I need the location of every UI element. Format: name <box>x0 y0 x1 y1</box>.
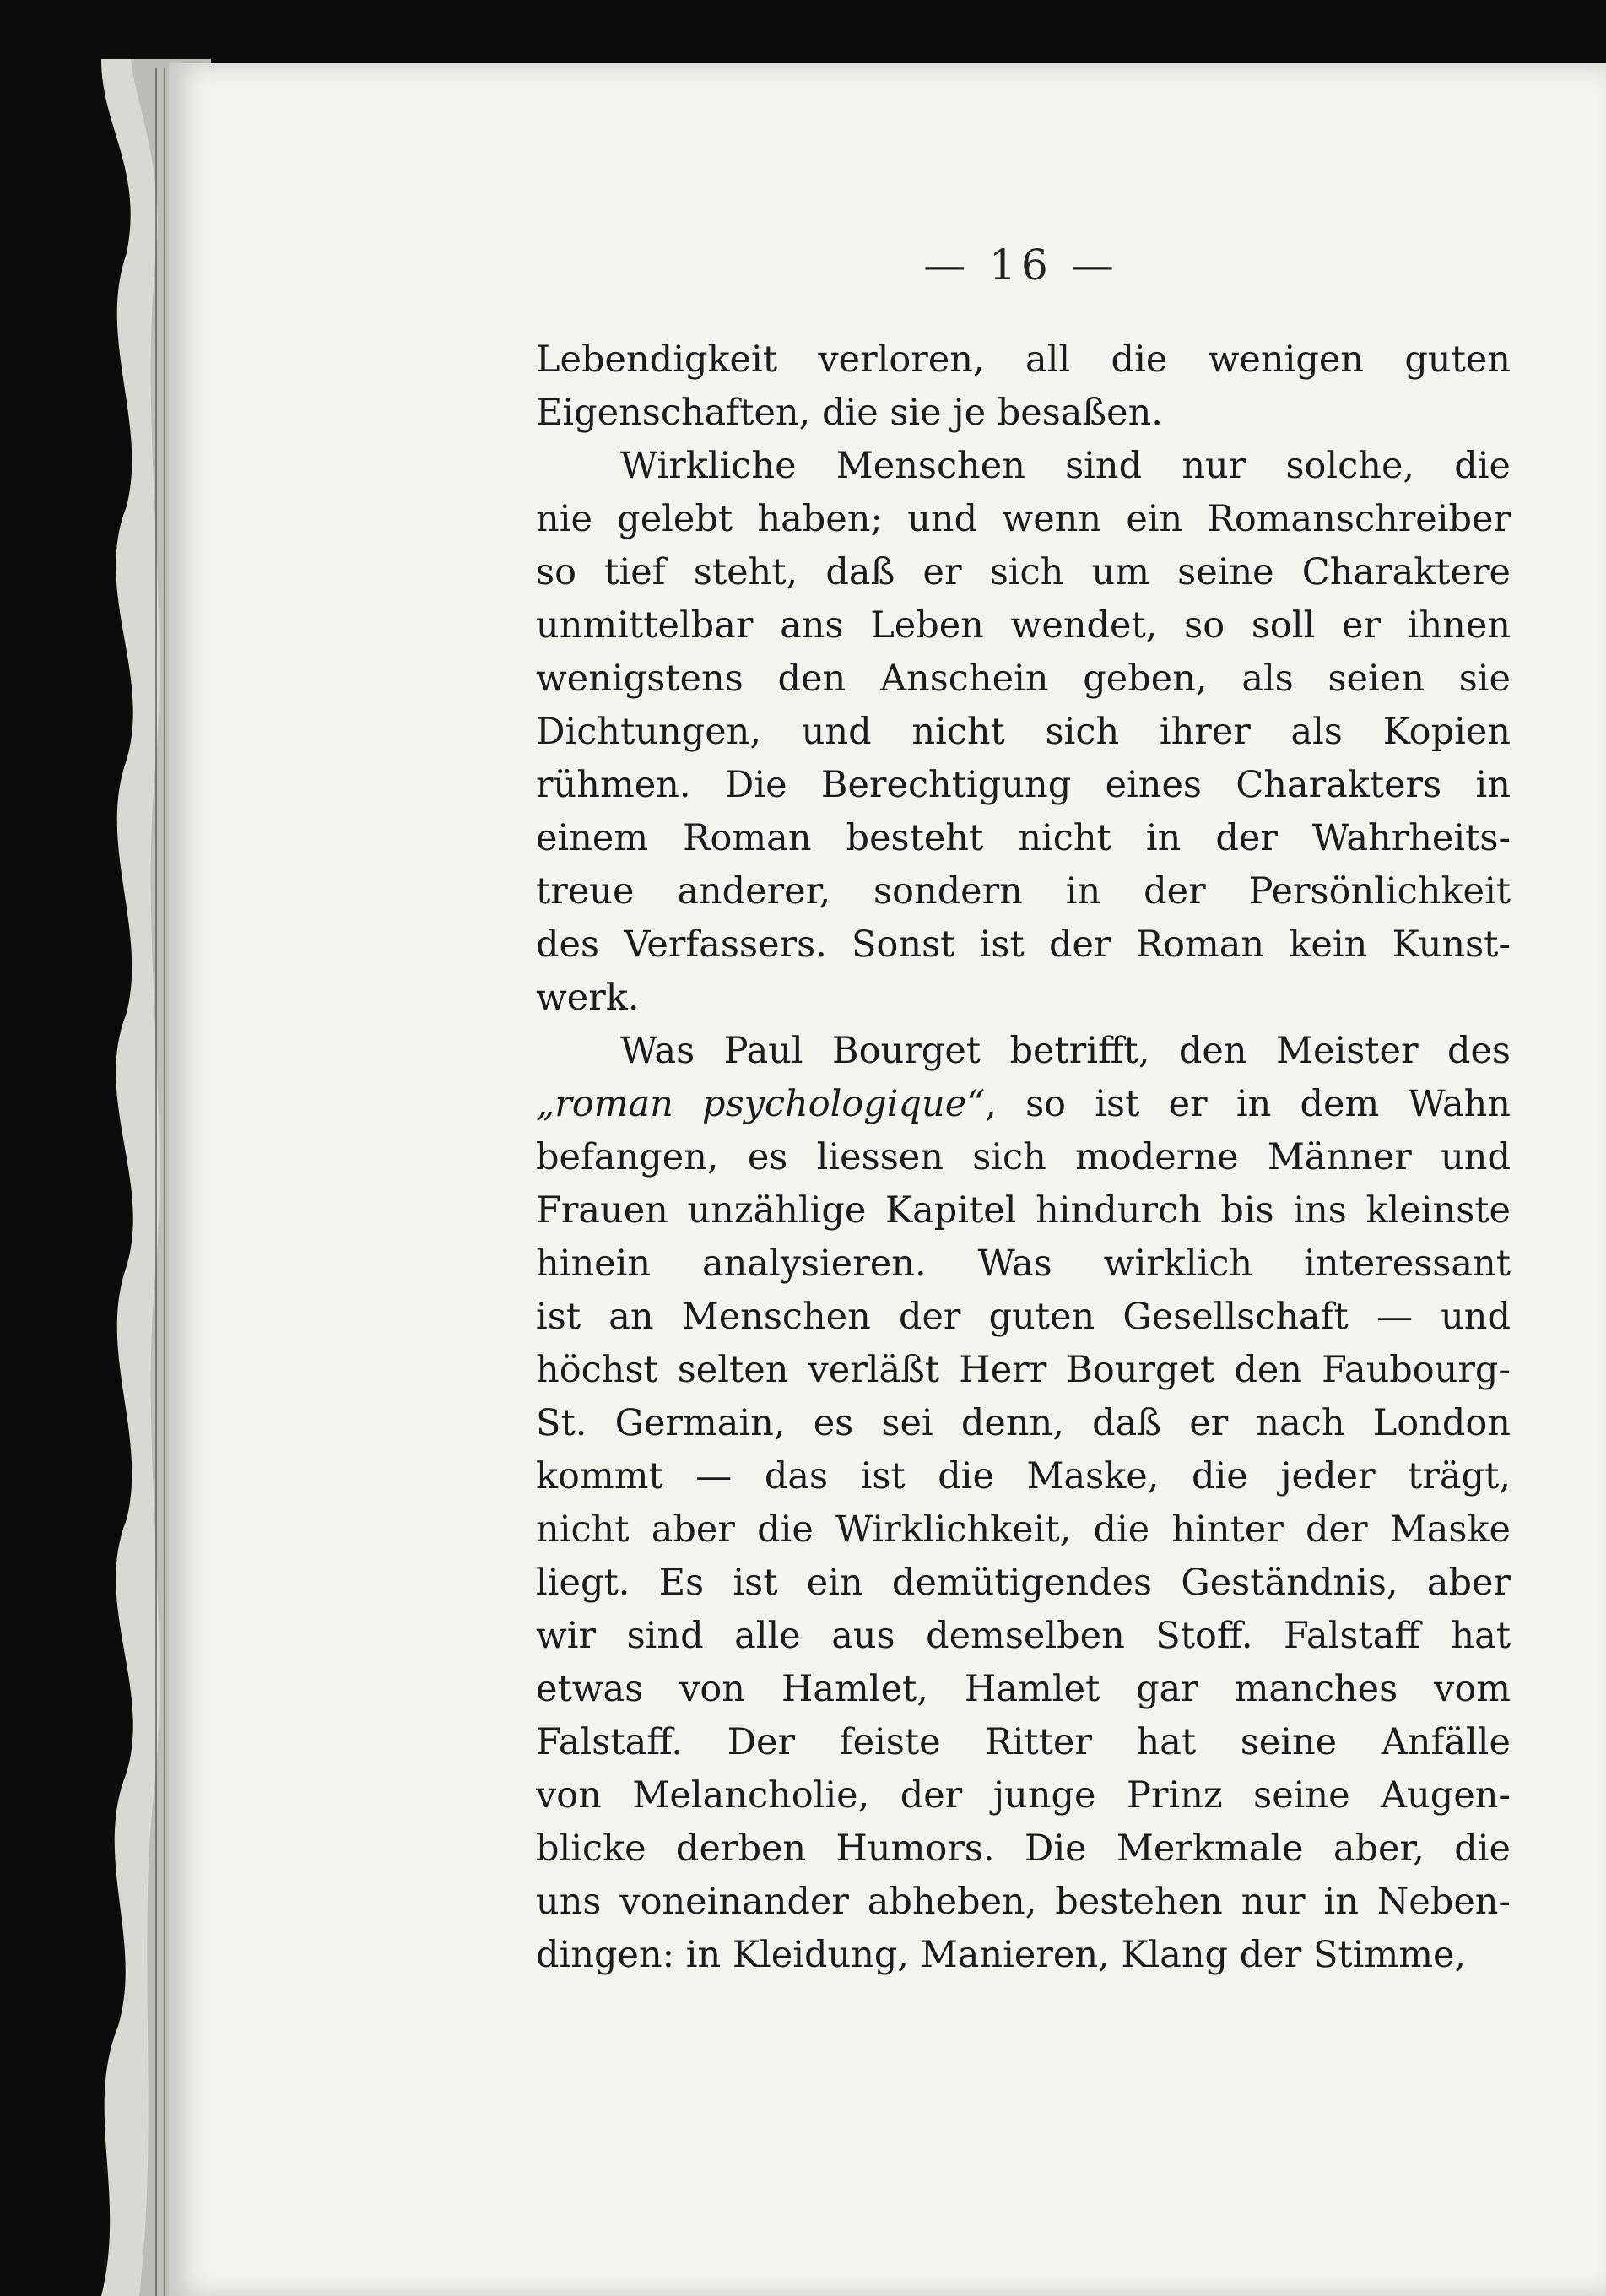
text-line: unmittelbar ans Leben wendet, so soll er ihnen <box>536 604 1511 647</box>
text-line: St. Germain, es sei denn, daß er nach London <box>536 1402 1511 1444</box>
text-line: Falstaff. Der feiste Ritter hat seine Anfälle <box>536 1721 1511 1763</box>
text-line: Dichtungen, und nicht sich ihrer als Kopien <box>536 711 1511 753</box>
text-line: liegt. Es ist ein demütigendes Geständnis, aber <box>536 1562 1511 1604</box>
text-line: Eigenschaften, die sie je besaßen. <box>536 392 1163 434</box>
text-line: blicke derben Humors. Die Merkmale aber, die <box>536 1828 1511 1870</box>
body-text <box>536 333 1511 1982</box>
text-line: des Verfassers. Sonst ist der Roman kein Kunst- <box>536 923 1511 966</box>
text-line: etwas von Hamlet, Hamlet gar manches vom <box>536 1668 1511 1710</box>
text-line: Frauen unzählige Kapitel hindurch bis ins kleinste <box>536 1189 1511 1232</box>
italic-phrase: „roman psychologique“ <box>536 1083 986 1125</box>
text-line: dingen: in Kleidung, Manieren, Klang der Stimme, <box>536 1934 1467 1976</box>
text-line-rest: , so ist er in dem Wahn <box>985 1083 1511 1125</box>
text-line-with-italic <box>536 1078 1511 1131</box>
text-line: kommt — das ist die Maske, die jeder trägt, <box>536 1455 1511 1497</box>
text-line: so tief steht, daß er sich um seine Charaktere <box>536 551 1511 593</box>
text-line: nicht aber die Wirklichkeit, die hinter der Maske <box>536 1508 1511 1551</box>
text-line: nie gelebt haben; und wenn ein Romanschreiber <box>536 498 1511 540</box>
text-line: hinein analysieren. Was wirklich interessant <box>536 1243 1511 1285</box>
text-line: Wirkliche Menschen sind nur solche, die <box>620 445 1511 487</box>
page-number: — 16 — <box>923 241 1119 290</box>
text-line: Was Paul Bourget betrifft, den Meister des <box>620 1030 1511 1072</box>
text-line: rühmen. Die Berechtigung eines Charakters in <box>536 764 1511 806</box>
text-line: treue anderer, sondern in der Persönlichkeit <box>536 870 1511 912</box>
text-line: befangen, es liessen sich moderne Männer und <box>536 1136 1511 1178</box>
text-line: werk. <box>536 977 640 1019</box>
text-line: höchst selten verläßt Herr Bourget den Faubourg- <box>536 1349 1511 1391</box>
text-line: einem Roman besteht nicht in der Wahrheits- <box>536 817 1511 859</box>
text-line: wir sind alle aus demselben Stoff. Falstaff hat <box>536 1615 1511 1657</box>
text-line: Lebendigkeit verloren, all die wenigen guten <box>536 338 1511 381</box>
text-line: uns voneinander abheben, bestehen nur in Neben- <box>536 1881 1511 1923</box>
text-line: von Melancholie, der junge Prinz seine Augen- <box>536 1774 1511 1817</box>
text-line: wenigstens den Anschein geben, als seien sie <box>536 658 1511 700</box>
text-line: ist an Menschen der guten Gesellschaft — und <box>536 1296 1511 1338</box>
